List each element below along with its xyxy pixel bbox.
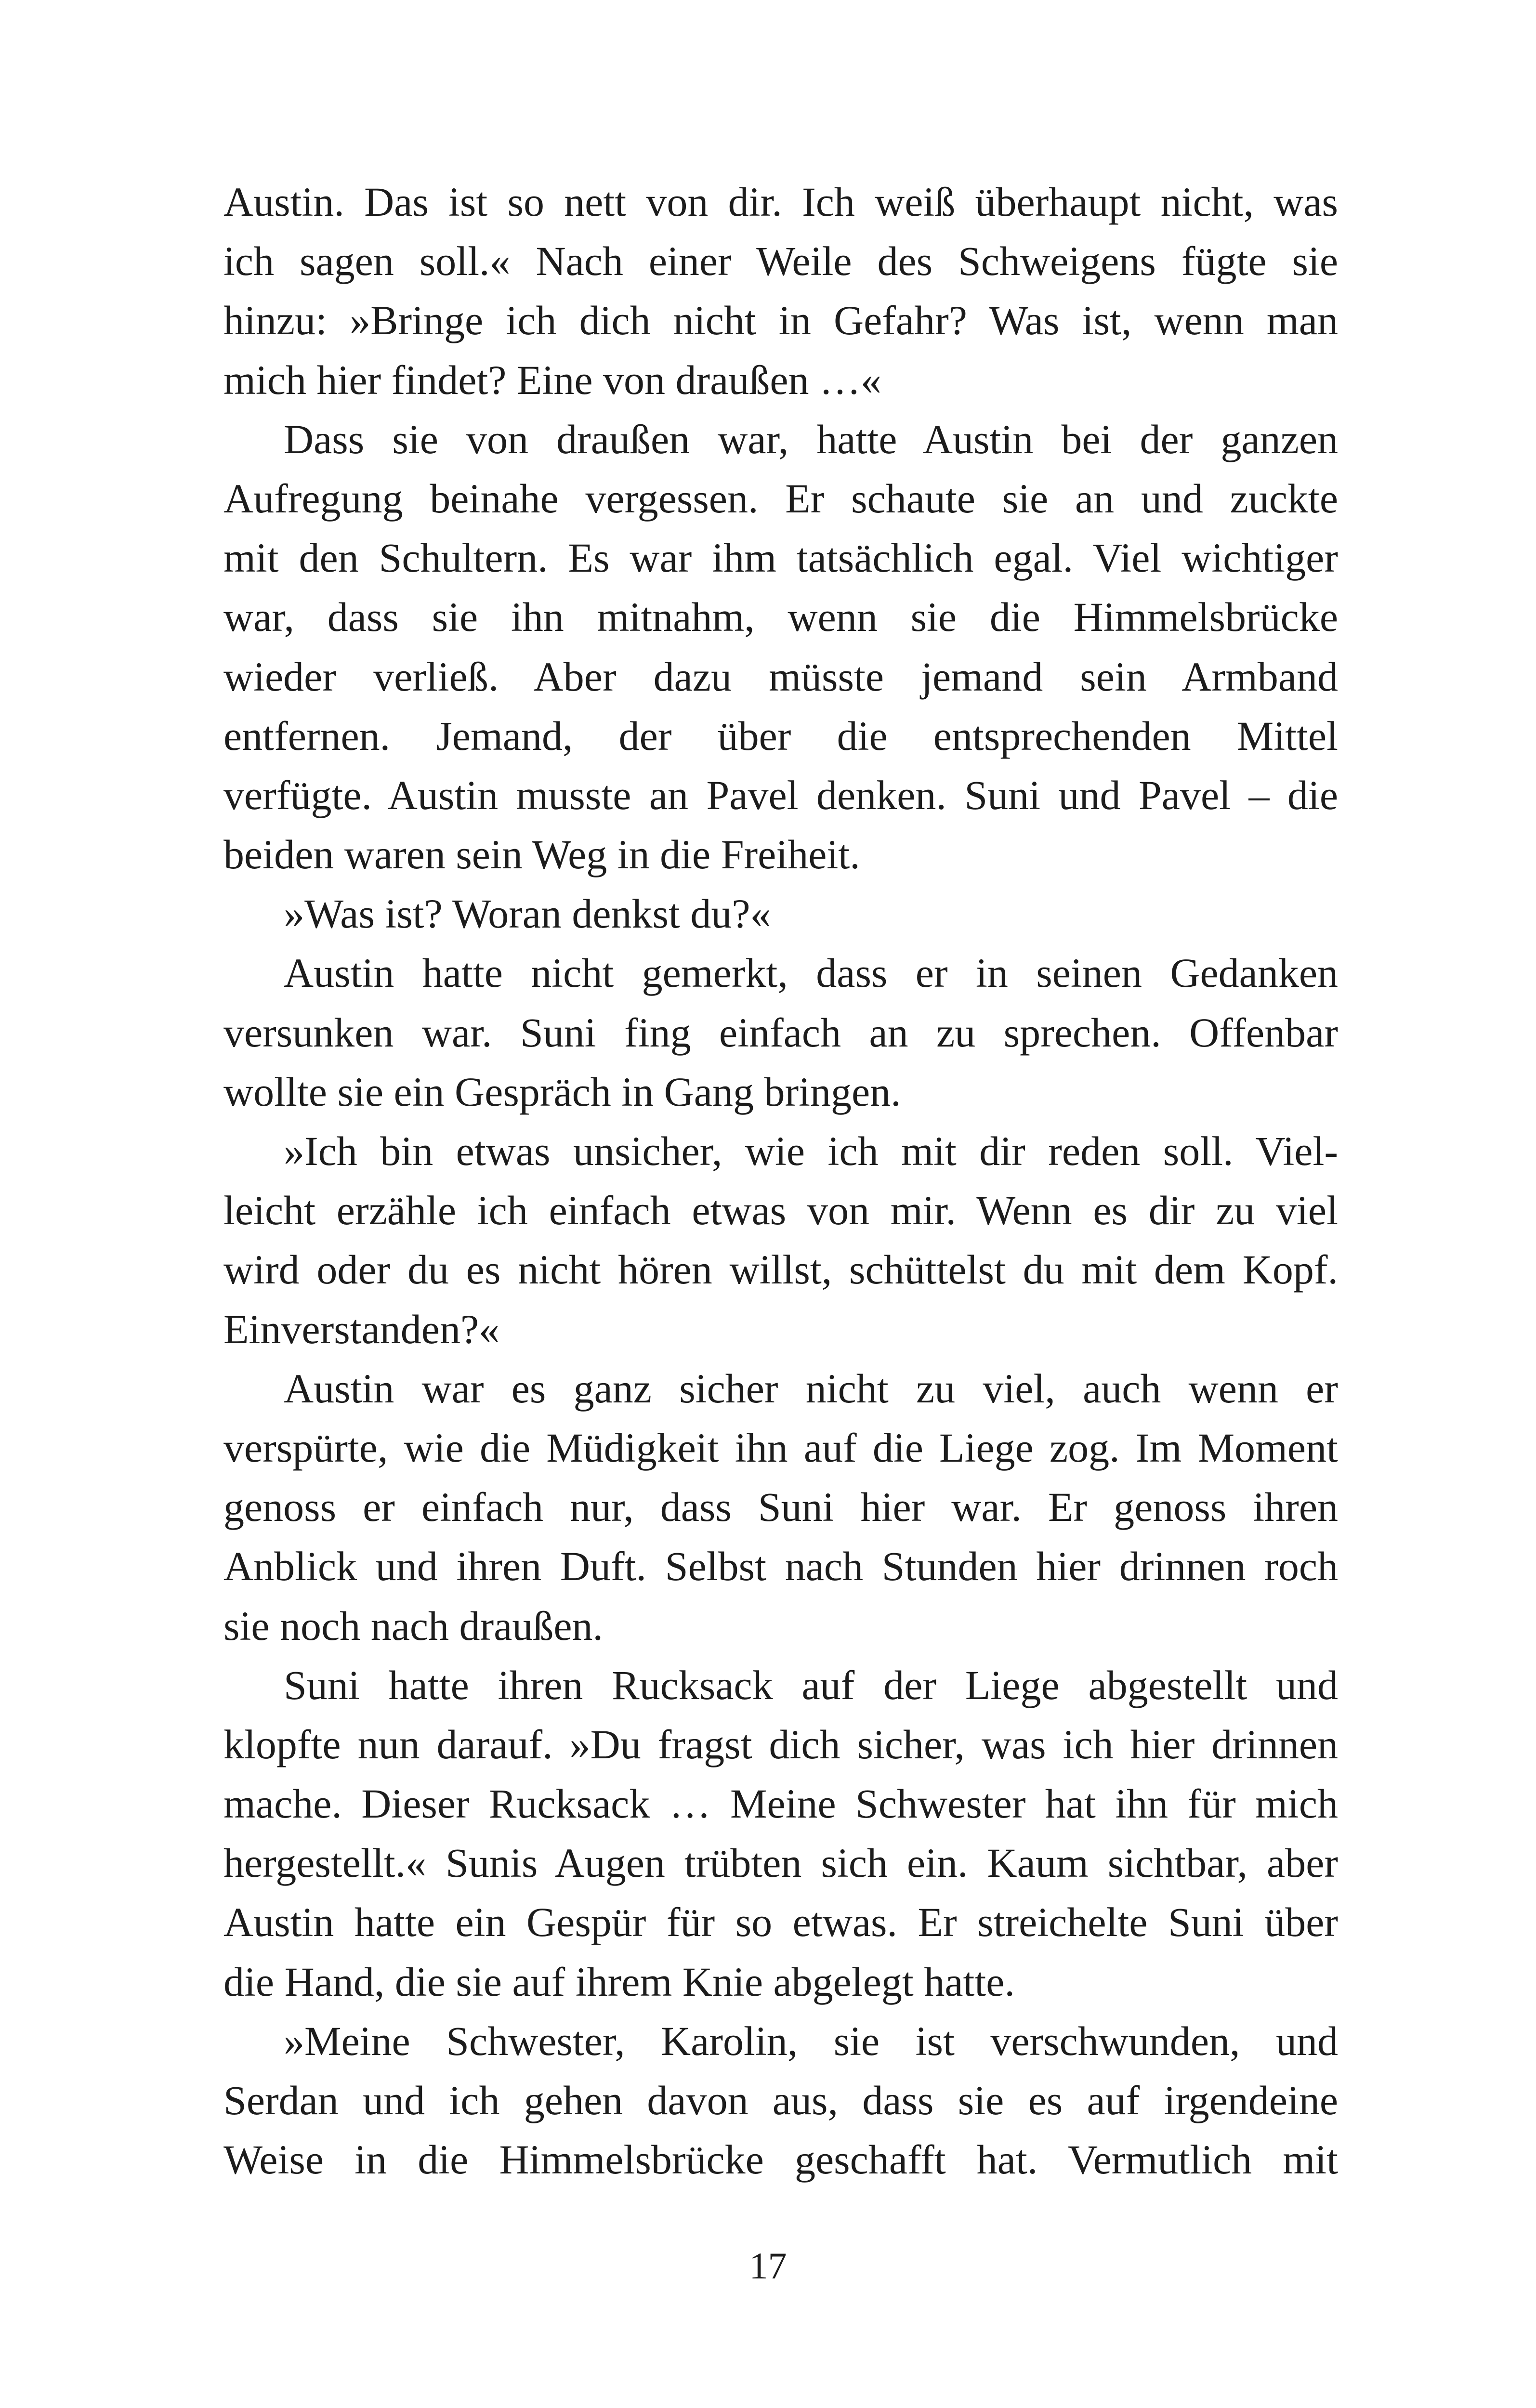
text-line: verfügte. Austin musste an Pavel denken. Suni und Pavel – die [223,772,1338,818]
text-line: ich sagen soll.« Nach einer Weile des Schweigens fügte sie [223,238,1338,285]
text-line: »Ich bin etwas unsicher, wie ich mit dir reden soll. Viel- [284,1128,1338,1174]
text-line: leicht erzähle ich einfach etwas von mir. Wenn es dir zu viel [223,1187,1338,1234]
text-line: wird oder du es nicht hören willst, schüttelst du mit dem Kopf. [223,1246,1338,1293]
text-line: Weise in die Himmelsbrücke geschafft hat. Vermutlich mit [223,2136,1338,2183]
text-line: mit den Schultern. Es war ihm tatsächlich egal. Viel wichtiger [223,535,1338,581]
text-line: genoss er einfach nur, dass Suni hier war. Er genoss ihren [223,1484,1338,1531]
text-line: Dass sie von draußen war, hatte Austin bei der ganzen [284,416,1338,462]
text-line: war, dass sie ihn mitnahm, wenn sie die Himmelsbrücke [223,594,1338,641]
text-line: hinzu: »Bringe ich dich nicht in Gefahr? Was ist, wenn man [223,297,1338,344]
page-number: 17 [749,2245,787,2287]
text-line: »Was ist? Woran denkst du?« [284,890,771,937]
text-line: Aufregung beinahe vergessen. Er schaute sie an und zuckte [223,475,1338,522]
text-line: Austin war es ganz sicher nicht zu viel, auch wenn er [284,1365,1338,1412]
text-line: versunken war. Suni fing einfach an zu sprechen. Offenbar [223,1009,1338,1056]
text-line: hergestellt.« Sunis Augen trübten sich ein. Kaum sichtbar, aber [223,1840,1338,1886]
text-line: Einverstanden?« [223,1306,500,1352]
text-line: Serdan und ich gehen davon aus, dass sie es auf irgendeine [223,2077,1338,2123]
text-line: entfernen. Jemand, der über die entsprechenden Mittel [223,712,1338,759]
text-line: wollte sie ein Gespräch in Gang bringen. [223,1068,901,1115]
text-line: Anblick und ihren Duft. Selbst nach Stunden hier drinnen roch [223,1543,1338,1590]
text-line: klopfte nun darauf. »Du fragst dich sicher, was ich hier drinnen [223,1721,1338,1767]
text-line: die Hand, die sie auf ihrem Knie abgelegt hatte. [223,1958,1015,2005]
text-line: mich hier findet? Eine von draußen …« [223,356,882,403]
text-line: Austin hatte ein Gespür für so etwas. Er streichelte Suni über [223,1899,1338,1946]
text-line: Austin hatte nicht gemerkt, dass er in seinen Gedanken [284,950,1338,996]
text-line: Austin. Das ist so nett von dir. Ich weiß überhaupt nicht, was [223,179,1338,225]
text-line: sie noch nach draußen. [223,1602,604,1649]
text-line: Suni hatte ihren Rucksack auf der Liege abgestellt und [284,1662,1338,1708]
text-line: »Meine Schwester, Karolin, sie ist verschwunden, und [284,2017,1338,2064]
body-text [223,172,1338,2189]
text-line: wieder verließ. Aber dazu müsste jemand sein Armband [223,653,1338,700]
text-line: verspürte, wie die Müdigkeit ihn auf die Liege zog. Im Moment [223,1424,1338,1471]
text-line: mache. Dieser Rucksack … Meine Schwester hat ihn für mich [223,1780,1338,1827]
text-line: beiden waren sein Weg in die Freiheit. [223,831,860,878]
